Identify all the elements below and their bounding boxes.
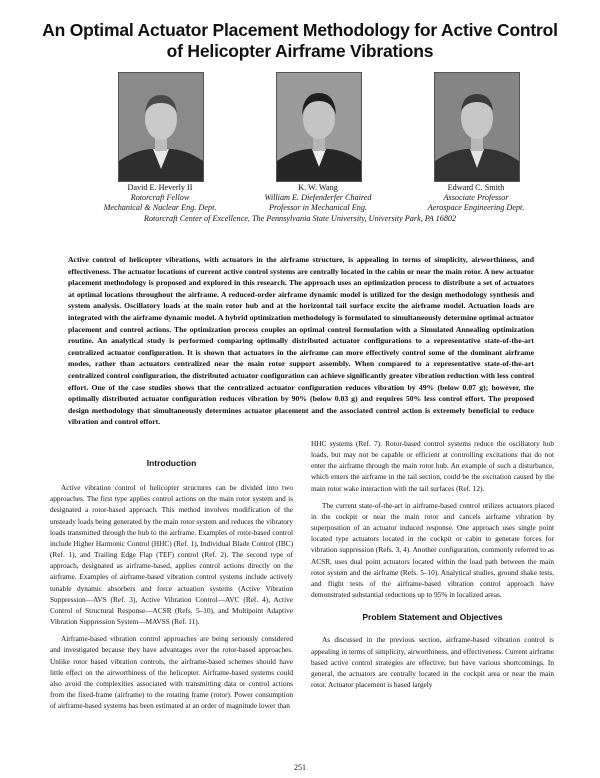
author-dept: Professor in Mechanical Eng.	[269, 203, 367, 212]
author-name: Edward C. Smith	[447, 183, 505, 192]
section-heading-problem-statement: Problem Statement and Objectives	[362, 612, 503, 623]
author-photo-heverly	[118, 72, 204, 182]
author-role: William E. Diefenderfer Chaired	[264, 193, 372, 202]
right-column	[311, 438, 554, 690]
affiliation: Rotorcraft Center of Excellence, The Pennsylvania State University, University Park, PA 16802	[143, 214, 457, 223]
author-photo-smith	[434, 72, 520, 182]
right-paragraph-1: HHC systems (Ref. 7). Rotor-based control systems reduce the oscillatory hub loads, but may not be capable or efficient at controlling excitations that do not enter the airframe through the main rotor hub. An example of such a disturbance, which enters the airframe in the tail section, could be the excitation caused by the main rotor wake interaction with the tail surfaces (Ref. 12).	[311, 439, 554, 493]
right-paragraph-3: As discussed in the previous section, airframe-based vibration control is appealing in terms of simplicity, airworthiness, and effectiveness. Current airframe based active control strategies are effective, but have various shortcomings. In general, the actuators are centrally located in the cockpit area or near the main rotor. Actuator placement is based largely	[311, 635, 554, 689]
title-line-1: An Optimal Actuator Placement Methodology for Active Control	[42, 20, 558, 40]
author-smith	[376, 183, 576, 213]
author-dept: Aerospace Engineering Dept.	[427, 203, 525, 212]
paper-title	[0, 20, 600, 62]
intro-paragraph-2: Airframe-based vibration control approaches are being seriously considered and investigated because they have advantages over the rotor-based approaches. Unlike rotor based vibration controls, the airframe-based schemes should have little effect on the airworthiness of the helicopter. Airframe-based systems could also avoid the complexities associated with transmitting data or control actions from the fixed-frame (airframe) to the rotating frame (rotor). Power consumption of airframe-based systems has been estimated at an order of magnitude lower than	[50, 634, 293, 711]
author-name: K. W. Wang	[298, 183, 338, 192]
author-role: Rotorcraft Fellow	[130, 193, 190, 202]
abstract: Active control of helicopter vibrations, with actuators in the airframe structure, is appealing in terms of simplicity, airworthiness, and effectiveness. The actuator locations of current active control systems are centrally located in the cabin or near the main rotor. A new actuator placement methodology is proposed and explored in this research. The approach uses an optimization process to distribute a set of actuators at optimal locations throughout the airframe. A reduced-order airframe dynamic model is utilized for the design methodology synthesis and system analysis. Oscillatory loads at the main rotor hub and at the horizontal tail surface excite the airframe model. Actuation loads are integrated with the airframe dynamic model. A hybrid optimization methodology is formulated to simultaneously determine optimal actuator placement and control actions. The optimization process couples an optimal control formulation with a Simulated Annealing optimization routine. An analytical study is performed comparing optimally distributed actuator configurations to a representative state-of-the-art centralized actuator configuration. It is shown that actuators in the airframe can more effectively control some of the dominant airframe modes, rather than actuators centralized near the main rotor support assembly. When compared to a representative state-of-the-art centralized control configuration, the distributed actuator configuration can achieve significantly greater vibration reduction with less control effort. One of the case studies shows that the centralized actuator configuration reduces vibration by 49% (below 0.07 g); however, the optimally distributed actuator configuration reduces vibration by 90% (below 0.03 g) and requires 50% less control effort. The proposed design methodology that simultaneously determines actuator placement and the associated control action is extremely beneficial to reduce vibration and control effort.	[68, 255, 534, 427]
author-photo-wang	[276, 72, 362, 182]
right-paragraph-2: The current state-of-the-art in airframe-based control utilizes actuators placed in the cockpit or near the main rotor and cancels airframe vibration by superposition of an actuator induced response. One approach uses single point located type actuators located in the cockpit or cabin to generate forces for vibration suppression (Refs. 3, 4). Another configuration, commonly referred to as ACSR, uses dual point actuators located within the load path between the main rotor system and the airframe (Refs. 5–10). Analytical studies, ground shake tests, and flight tests of the airframe-based vibration control approach have demonstrated substantial reductions up to 95% in localized areas.	[311, 500, 554, 600]
section-heading-introduction: Introduction	[146, 458, 197, 468]
left-column	[50, 458, 293, 711]
title-line-2: of Helicopter Airframe Vibrations	[166, 41, 434, 61]
intro-paragraph-1: Active vibration control of helicopter structures can be divided into two approaches. The first type applies control actions on the main rotor system and is designated a rotor-based approach. This method involves modification of the unsteady loads being generated by the main rotor system and reduces the vibratory loads transmitted through the hub to the airframe. Examples of rotor-based control include Higher Harmonic Control (HHC) (Ref. 1), Individual Blade Control (IBC) (Ref. 1), and Trailing Edge Flap (TEF) control (Ref. 2). The second type of approach, designated as airframe-based, applies control actions directly on the airframe. Examples of airframe-based vibration control systems include actively tunable dynamic absorbers and force actuation systems (Active Vibration Suppression—AVS (Ref. 3), Active Vibration Control—AVC (Ref. 4), Active Control of Structural Response—ACSR (Refs. 5–10), and Multipoint Adaptive Vibration Suppression System—MAVSS (Ref. 11).	[50, 483, 293, 627]
page-number: 251	[294, 763, 306, 772]
author-dept: Mechanical & Nuclear Eng. Dept.	[103, 203, 217, 212]
author-role: Associate Professor	[443, 193, 509, 202]
author-name: David E. Heverly II	[127, 183, 193, 192]
